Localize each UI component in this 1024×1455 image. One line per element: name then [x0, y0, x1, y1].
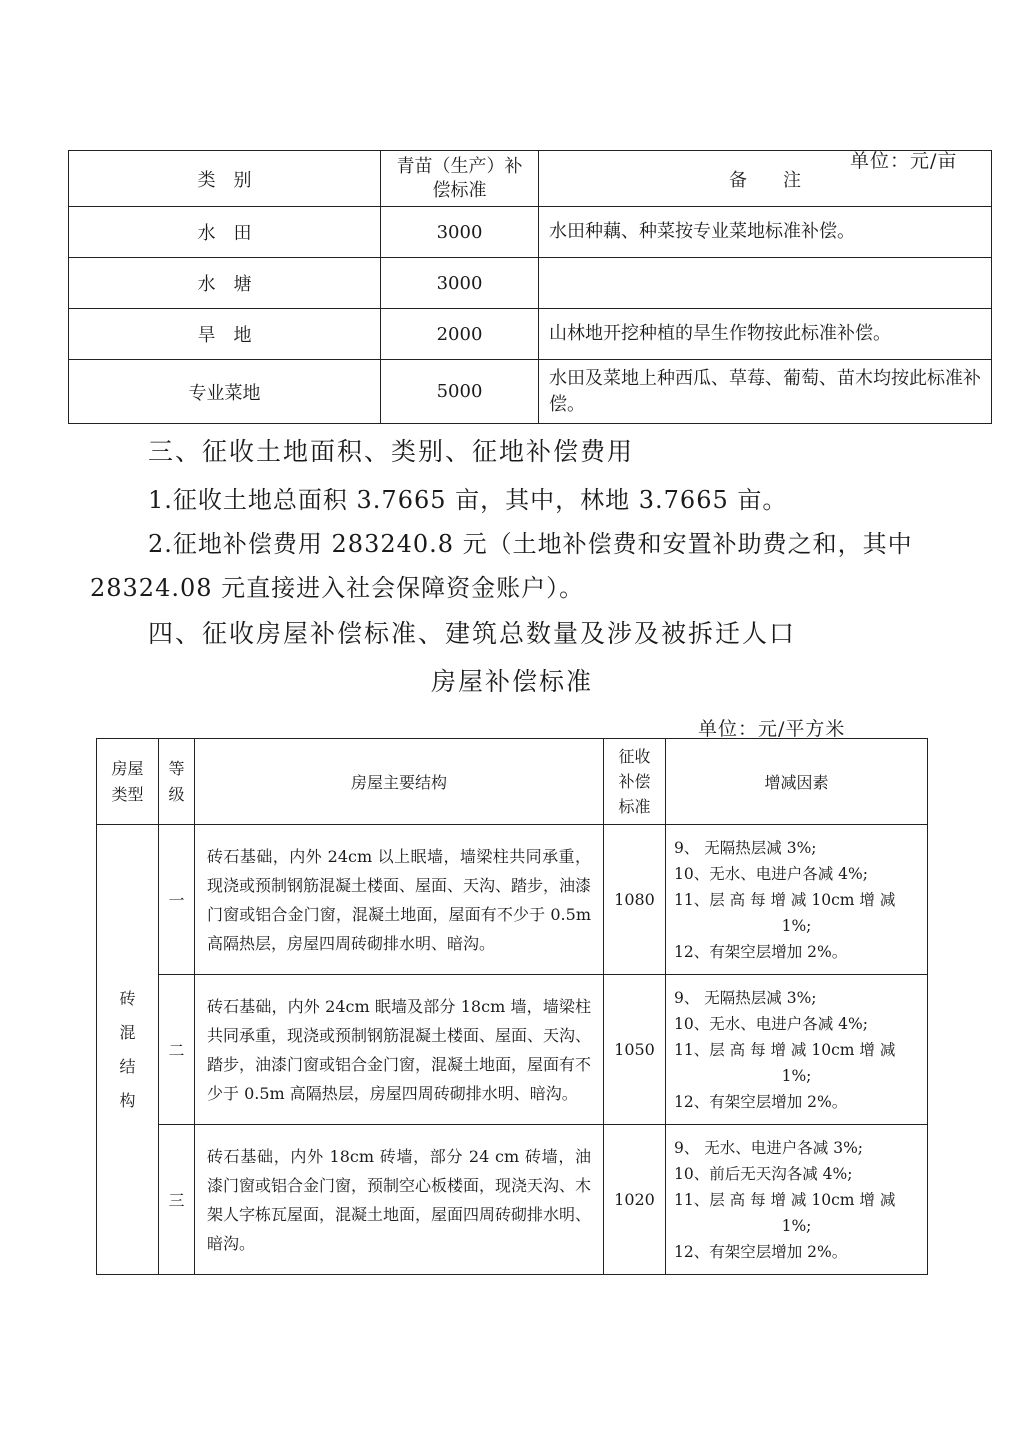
header-standard: 征收 补偿 标准: [604, 739, 666, 825]
section3-item2-line2: 28324.08 元直接进入社会保障资金账户）。: [90, 574, 585, 602]
table1-header-row: [69, 151, 992, 207]
table-row: [69, 360, 992, 424]
table2-header-row: [97, 739, 928, 825]
row-standard: 5000: [381, 360, 539, 424]
table-row: [97, 825, 928, 975]
factors-cell: 9、 无水、电进户各减 3%; 10、前后无天沟各减 4%; 11、层 高 每 增 减 10cm 增 减 1%; 12、有架空层增加 2%。: [666, 1125, 928, 1275]
grade-cell: 一: [159, 825, 195, 975]
section3-item1: 1.征收土地总面积 3.7665 亩，其中，林地 3.7665 亩。: [148, 486, 788, 514]
table-row: [97, 975, 928, 1125]
row-note: 水田种藕、种菜按专业菜地标准补偿。: [539, 207, 992, 258]
row-note: 水田及菜地上种西瓜、草莓、葡萄、苗木均按此标准补偿。: [539, 360, 992, 424]
row-note: 山林地开挖种植的旱生作物按此标准补偿。: [539, 309, 992, 360]
table-row: [69, 207, 992, 258]
row-category: 旱 地: [69, 309, 381, 360]
standard-cell: 1020: [604, 1125, 666, 1275]
header-house-type: 房屋 类型: [97, 739, 159, 825]
table-row: [69, 258, 992, 309]
factors-cell: 9、 无隔热层减 3%; 10、无水、电进户各减 4%; 11、层 高 每 增 减 10cm 增 减 1%; 12、有架空层增加 2%。: [666, 825, 928, 975]
row-note: [539, 258, 992, 309]
header-notes: 备 注: [539, 151, 992, 207]
standard-cell: 1050: [604, 975, 666, 1125]
structure-cell: 砖石基础，内外 18cm 砖墙，部分 24 cm 砖墙，油漆门窗或铝合金门窗，预制空心板楼面，现浇天沟、木架人字栋瓦屋面，混凝土地面，屋面四周砖砌排水明、暗沟。: [195, 1125, 604, 1275]
table-row: [97, 1125, 928, 1275]
housing-compensation-table: [96, 738, 928, 1275]
section3-heading: 三、征收土地面积、类别、征地补偿费用: [148, 437, 635, 466]
seedling-compensation-table: [68, 150, 992, 424]
header-standard: 青苗（生产）补 偿标准: [381, 151, 539, 207]
header-structure: 房屋主要结构: [195, 739, 604, 825]
row-standard: 2000: [381, 309, 539, 360]
header-factors: 增减因素: [666, 739, 928, 825]
row-standard: 3000: [381, 258, 539, 309]
section3-item2-line1: 2.征地补偿费用 283240.8 元（土地补偿费和安置补助费之和，其中: [148, 530, 913, 558]
table2-unit: 单位：元/平方米: [698, 718, 846, 740]
grade-cell: 三: [159, 1125, 195, 1275]
row-category: 水 田: [69, 207, 381, 258]
factors-cell: 9、 无隔热层减 3%; 10、无水、电进户各减 4%; 11、层 高 每 增 减 10cm 增 减 1%; 12、有架空层增加 2%。: [666, 975, 928, 1125]
header-category: 类 别: [69, 151, 381, 207]
table-row: [69, 309, 992, 360]
grade-cell: 二: [159, 975, 195, 1125]
standard-cell: 1080: [604, 825, 666, 975]
row-standard: 3000: [381, 207, 539, 258]
house-type-label: 砖 混 结 构: [97, 825, 159, 1275]
header-grade: 等 级: [159, 739, 195, 825]
row-category: 专业菜地: [69, 360, 381, 424]
row-category: 水 塘: [69, 258, 381, 309]
structure-cell: 砖石基础，内外 24cm 眠墙及部分 18cm 墙，墙梁柱共同承重，现浇或预制钢筋混凝土楼面、屋面、天沟、踏步，油漆门窗或铝合金门窗，混凝土地面，屋面有不少于 0.5m 高隔热层，房屋四周砖砌排水明、暗沟。: [195, 975, 604, 1125]
structure-cell: 砖石基础，内外 24cm 以上眠墙，墙梁柱共同承重，现浇或预制钢筋混凝土楼面、屋面、天沟、踏步，油漆门窗或铝合金门窗，混凝土地面，屋面有不少于 0.5m 高隔热层，房屋四周砖砌排水明、暗沟。: [195, 825, 604, 975]
section4-heading: 四、征收房屋补偿标准、建筑总数量及涉及被拆迁人口: [148, 619, 797, 648]
table2-title: 房屋补偿标准: [430, 667, 593, 696]
table1-unit: 单位：元/亩: [850, 150, 958, 172]
